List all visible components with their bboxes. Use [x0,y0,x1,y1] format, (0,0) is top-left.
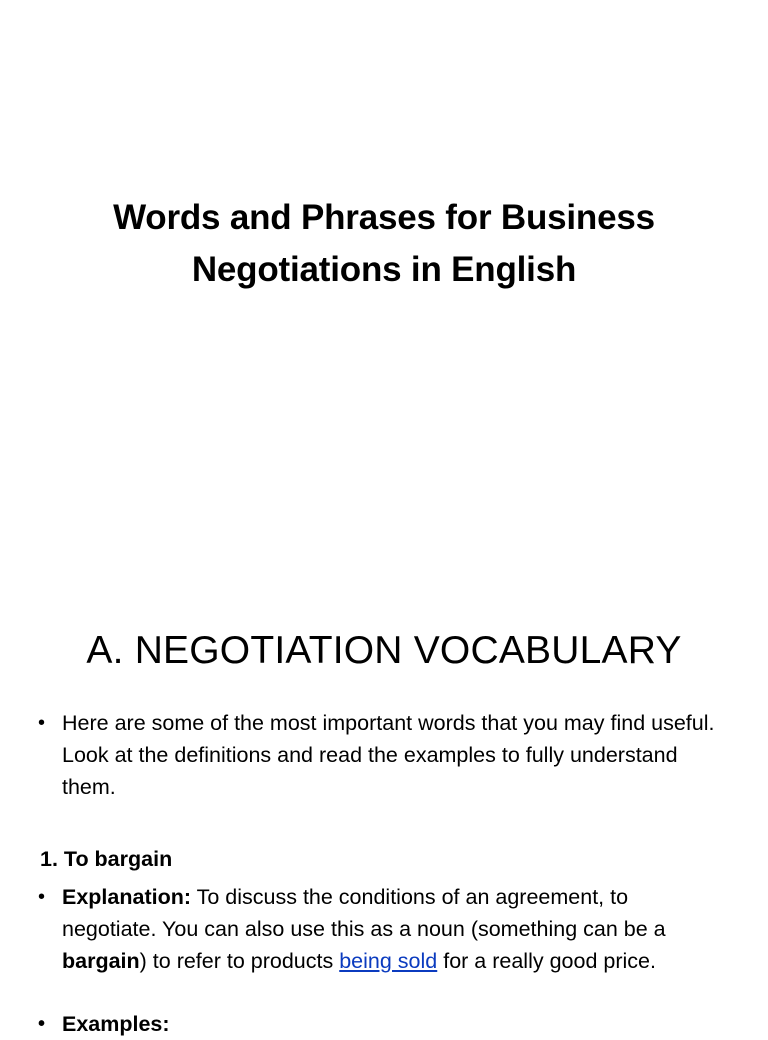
explanation-label: Explanation: [62,885,192,909]
page-title [0,192,768,296]
bullet-icon: • [38,1013,46,1035]
term-heading: 1. To bargain [40,847,173,871]
intro-bullet [38,707,728,803]
section-heading: A. NEGOTIATION VOCABULARY [86,629,682,672]
explanation-text: for a really good price. [437,949,656,973]
bullet-icon: • [38,886,46,908]
title-line-2: Negotiations in English [191,250,577,289]
being-sold-link[interactable]: being sold [339,949,438,973]
examples-bullet [38,1008,728,1040]
bargain-term: bargain [62,949,140,973]
bullet-icon: • [38,712,46,734]
intro-text: Here are some of the most important words that you may find useful. Look at the definitions and read the examples to fully understand them. [62,711,715,799]
explanation-text: ) to refer to products [139,949,340,973]
title-line-1: Words and Phrases for Business [113,198,655,237]
explanation-bullet [38,881,728,977]
examples-label: Examples: [62,1012,170,1036]
explanation-text: To discuss the conditions of an agreement, to negotiate. You can also use this as a noun (something can be a [62,885,666,941]
